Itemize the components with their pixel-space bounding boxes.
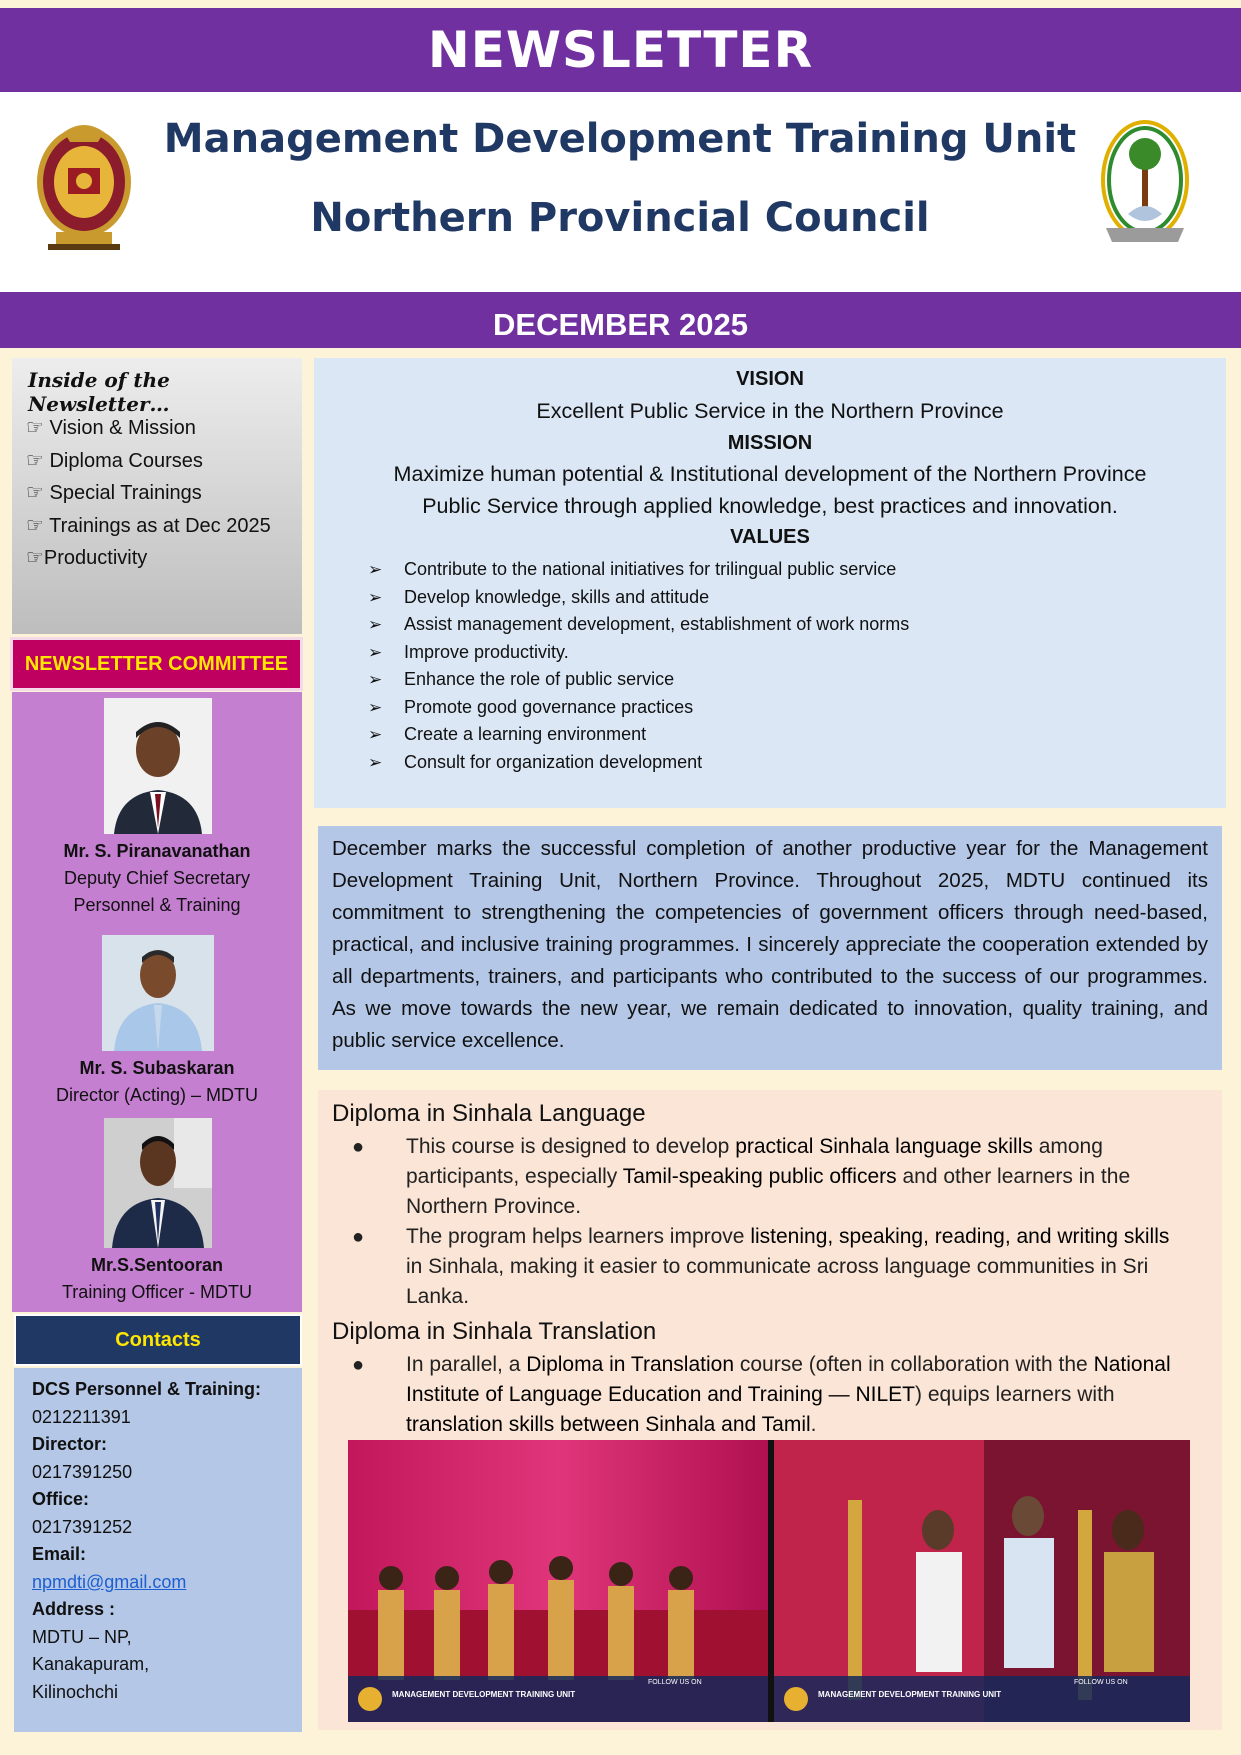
emphasis: National Institute of Language Education and Training — NILET	[406, 1353, 1171, 1406]
list-item: ➢ Assist management development, establishment of work norms	[368, 611, 909, 639]
month-banner: DECEMBER 2025	[0, 292, 1241, 348]
text: This course is designed to develop	[406, 1135, 736, 1158]
list-item: ➢ Create a learning environment	[368, 721, 909, 749]
follow-label: FOLLOW US ON	[1074, 1679, 1128, 1686]
bullet-icon: ●	[352, 1226, 365, 1248]
committee-heading: NEWSLETTER COMMITTEE	[10, 637, 303, 691]
member-name: Mr. S. Piranavanathan	[63, 841, 251, 861]
diploma-translation-title: Diploma in Sinhala Translation	[332, 1318, 657, 1345]
list-item	[352, 1132, 1172, 1222]
org-title-line2: Northern Provincial Council	[310, 195, 930, 241]
address-line: MDTU – NP,	[32, 1627, 132, 1647]
inside-title: Inside of the Newsletter…	[28, 368, 170, 416]
member-role: Training Officer - MDTU	[61, 1282, 253, 1302]
photo-caption: MANAGEMENT DEVELOPMENT TRAINING UNIT	[818, 1690, 1002, 1699]
email-link[interactable]: npmdti@gmail.com	[32, 1572, 187, 1592]
list-item: ☞ Vision & Mission	[26, 417, 196, 439]
vision-heading: VISION	[736, 368, 804, 390]
list-item: ☞ Trainings as at Dec 2025	[26, 514, 271, 537]
emphasis: practical Sinhala language skills	[735, 1135, 1033, 1158]
member-1	[12, 838, 302, 919]
director-label: Director:	[32, 1434, 108, 1454]
org-title-line1: Management Development Training Unit	[163, 116, 1077, 162]
dcs-phone: 0212211391	[32, 1407, 131, 1427]
list-item: ☞Productivity	[26, 547, 148, 569]
text: course (often in collaboration with the	[734, 1353, 1094, 1376]
committee-box	[12, 692, 302, 1312]
director-phone: 0217391250	[32, 1462, 133, 1482]
office-phone: 0217391252	[32, 1517, 133, 1537]
person-icon	[102, 935, 214, 1051]
text: The program helps learners improve	[406, 1225, 751, 1248]
list-item: ➢ Contribute to the national initiatives for trilingual public service	[368, 556, 909, 584]
text: ) equips learners with	[915, 1383, 1115, 1406]
npc-emblem-icon	[1098, 118, 1192, 248]
list-item: ➢ Enhance the role of public service	[368, 666, 909, 694]
bullet-icon: ●	[352, 1354, 365, 1376]
list-item: ➢ Consult for organization development	[368, 749, 909, 777]
member-name: Mr.S.Sentooran	[90, 1255, 224, 1275]
inside-newsletter-box	[12, 358, 302, 634]
inside-list	[26, 412, 271, 575]
list-item	[352, 1350, 1172, 1440]
contacts-heading: Contacts	[14, 1314, 302, 1366]
values-list	[368, 556, 909, 776]
vision-text: Excellent Public Service in the Northern Province	[536, 399, 1004, 423]
director-message: December marks the successful completion of another productive year for the Management Development Training Unit, Northern Province. Throughout 2025, MDTU continued its commitment to strengthening the competencies of government officers through need-based, practical, and inclusive training programmes. I sincerely appreciate the cooperation extended by all departments, trainers, and participants who contributed to the success of our programmes. As we move towards the new year, we remain dedicated to innovation, quality training, and public service excellence.	[332, 837, 1208, 1052]
diploma-language-title: Diploma in Sinhala Language	[332, 1100, 646, 1127]
emphasis: translation skills between Sinhala and Tamil	[406, 1413, 811, 1436]
photo-caption: MANAGEMENT DEVELOPMENT TRAINING UNIT	[392, 1690, 576, 1699]
header	[0, 92, 1241, 292]
member-2	[12, 1055, 302, 1109]
sri-lanka-emblem-icon	[34, 120, 134, 254]
member-3	[12, 1252, 302, 1306]
mission-text-line2: Public Service through applied knowledge, best practices and innovation.	[422, 494, 1118, 518]
emphasis: Tamil-speaking public officers	[622, 1165, 897, 1188]
list-item: ☞ Diploma Courses	[26, 449, 203, 472]
text: and other learners in the Northern Province.	[406, 1165, 1131, 1218]
vision-mission-panel	[314, 358, 1226, 808]
person-icon	[104, 698, 212, 834]
member-role: Personnel & Training	[73, 895, 241, 915]
director-message-box	[318, 826, 1222, 1070]
newsletter-banner: NEWSLETTER	[0, 8, 1241, 92]
follow-label: FOLLOW US ON	[648, 1679, 702, 1686]
email-label: Email:	[32, 1544, 87, 1564]
member-photo	[102, 935, 214, 1051]
member-photo	[104, 1118, 212, 1248]
event-photo-image	[348, 1440, 1190, 1722]
person-icon	[104, 1118, 212, 1248]
list-item: ➢ Develop knowledge, skills and attitude	[368, 584, 909, 612]
list-item: ➢ Improve productivity.	[368, 639, 909, 667]
contacts-box	[14, 1368, 302, 1732]
bullet-icon: ●	[352, 1136, 365, 1158]
emphasis: listening, speaking, reading, and writing skills	[750, 1225, 1170, 1248]
diploma-section	[318, 1090, 1222, 1730]
text: .	[810, 1413, 817, 1436]
address-line: Kilinochchi	[32, 1682, 119, 1702]
list-item: ➢ Promote good governance practices	[368, 694, 909, 722]
values-heading: VALUES	[730, 526, 810, 548]
member-role: Director (Acting) – MDTU	[55, 1085, 259, 1105]
member-photo	[104, 698, 212, 834]
address-label: Address :	[32, 1599, 116, 1619]
list-item	[352, 1222, 1172, 1312]
office-label: Office:	[32, 1489, 90, 1509]
address-line: Kanakapuram,	[32, 1654, 150, 1674]
member-name: Mr. S. Subaskaran	[79, 1058, 235, 1078]
text: among participants, especially	[406, 1135, 1103, 1188]
text: In parallel, a	[406, 1353, 527, 1376]
list-item: ☞ Special Trainings	[26, 482, 202, 504]
text: in Sinhala, making it easier to communicate across language communities in Sri Lanka.	[406, 1255, 1149, 1308]
event-photo-collage	[348, 1440, 1190, 1722]
mission-heading: MISSION	[727, 432, 813, 454]
emphasis: Diploma in Translation	[526, 1353, 735, 1376]
dcs-label: DCS Personnel & Training:	[32, 1379, 262, 1399]
mission-text-line1: Maximize human potential & Institutional development of the Northern Province	[393, 462, 1147, 486]
member-role: Deputy Chief Secretary	[63, 868, 251, 888]
